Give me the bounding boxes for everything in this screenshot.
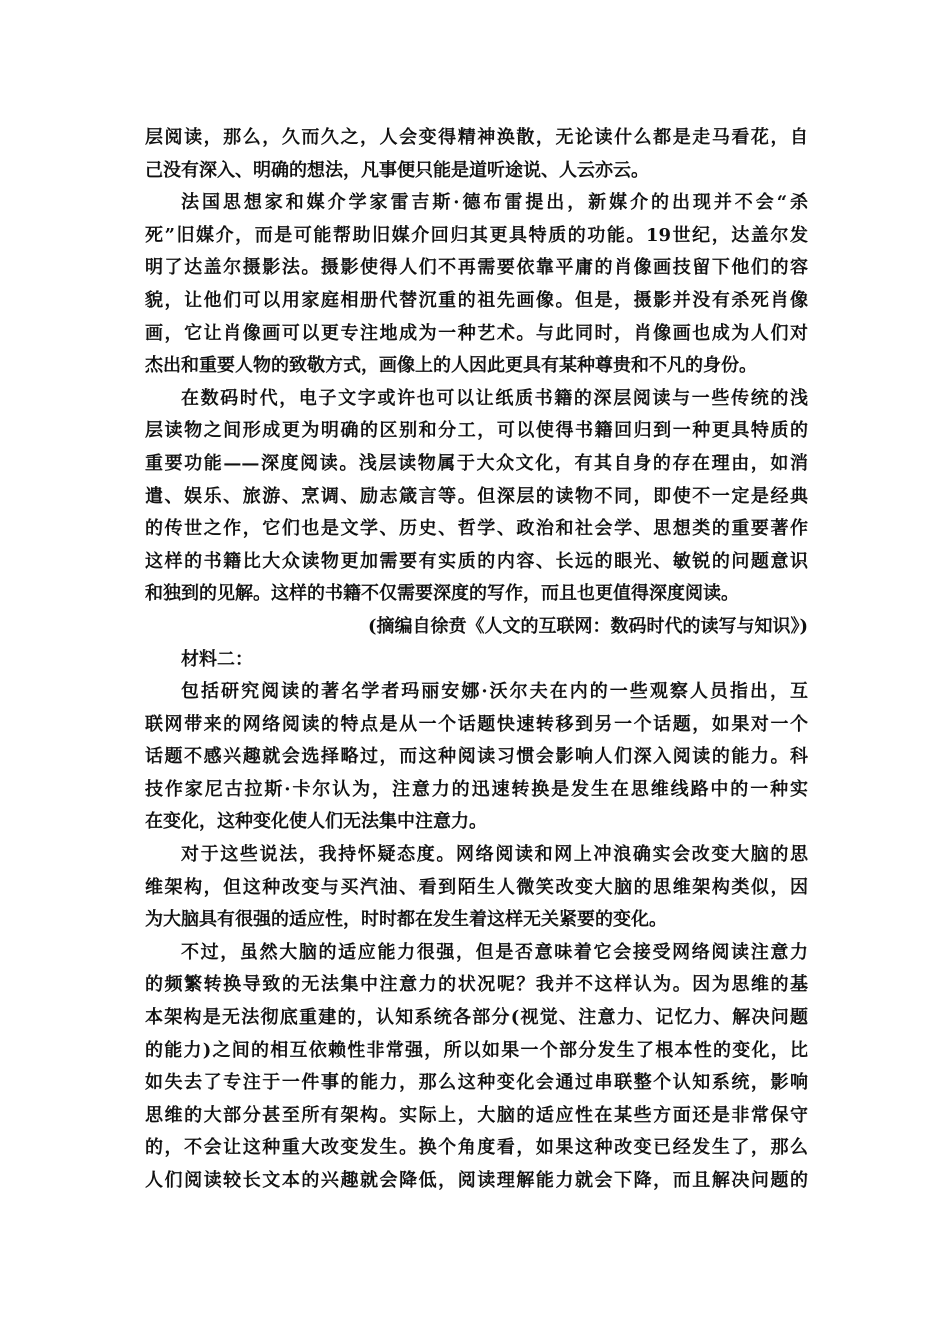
- paragraph-first-line: 法国思想家和媒介学家雷吉斯·德布雷提出，新媒介的出现并不会“杀: [181, 192, 808, 214]
- source-citation: (摘编自徐贲《人文的互联网：数码时代的读写与知识》): [367, 615, 808, 637]
- text-line: 的传世之作，它们也是文学、历史、哲学、政治和社会学、思想类的重要著作: [145, 518, 808, 540]
- text-line: 在变化，这种变化使人们无法集中注意力。: [145, 811, 487, 833]
- text-line: 死”旧媒介，而是可能帮助旧媒介回归其更具特质的功能。19世纪，达盖尔发: [145, 224, 808, 246]
- text-line: 维架构，但这种改变与买汽油、看到陌生人微笑改变大脑的思维架构类似，因: [145, 876, 808, 898]
- paragraph-first-line: 对于这些说法，我持怀疑态度。网络阅读和网上冲浪确实会改变大脑的思: [181, 844, 808, 866]
- text-line: 的，不会让这种重大改变发生。换个角度看，如果这种改变已经发生了，那么: [145, 1137, 808, 1159]
- text-line: 的频繁转换导致的无法集中注意力的状况呢？我并不这样认为。因为思维的基: [145, 974, 808, 996]
- text-line: 重要功能——深度阅读。浅层读物属于大众文化，有其自身的存在理由，如消: [145, 452, 808, 474]
- text-line: 层读物之间形成更为明确的区别和分工，可以使得书籍回归到一种更具特质的: [145, 420, 808, 442]
- text-line: 这样的书籍比大众读物更加需要有实质的内容、长远的眼光、敏锐的问题意识: [145, 550, 808, 572]
- paragraph-first-line: 不过，虽然大脑的适应能力很强，但是否意味着它会接受网络阅读注意力: [181, 941, 808, 963]
- text-line: 联网带来的网络阅读的特点是从一个话题快速转移到另一个话题，如果对一个: [145, 713, 808, 735]
- text-line: 如失去了专注于一件事的能力，那么这种变化会通过串联整个认知系统，影响: [145, 1072, 808, 1094]
- text-line: 遣、娱乐、旅游、烹调、励志箴言等。但深层的读物不同，即使不一定是经典: [145, 485, 808, 507]
- text-line: 本架构是无法彻底重建的，认知系统各部分(视觉、注意力、记忆力、解决问题: [145, 1007, 808, 1029]
- text-line: 和独到的见解。这样的书籍不仅需要深度的写作，而且也更值得深度阅读。: [145, 583, 739, 605]
- text-line: 话题不感兴趣就会选择略过，而这种阅读习惯会影响人们深入阅读的能力。科: [145, 746, 808, 768]
- text-line: 人们阅读较长文本的兴趣就会降低，阅读理解能力就会下降，而且解决问题的: [145, 1170, 808, 1191]
- document-page: [145, 122, 808, 1198]
- text-line: 为大脑具有很强的适应性，时时都在发生着这样无关紧要的变化。: [145, 909, 667, 931]
- text-line: 的能力)之间的相互依赖性非常强，所以如果一个部分发生了根本性的变化，比: [145, 1039, 808, 1061]
- text-line: 己没有深入、明确的想法，凡事便只能是道听途说、人云亦云。: [145, 159, 649, 181]
- text-line: 层阅读，那么，久而久之，人会变得精神涣散，无论读什么都是走马看花，自: [145, 127, 808, 148]
- text-line: 画，它让肖像画可以更专注地成为一种艺术。与此同时，肖像画也成为人们对: [145, 322, 808, 344]
- text-line: 思维的大部分甚至所有架构。实际上，大脑的适应性在某些方面还是非常保守: [145, 1104, 808, 1126]
- text-line: 杰出和重要人物的致敬方式，画像上的人因此更具有某种尊贵和不凡的身份。: [145, 355, 757, 377]
- text-line: 貌，让他们可以用家庭相册代替沉重的祖先画像。但是，摄影并没有杀死肖像: [145, 289, 808, 311]
- section-heading: 材料二：: [181, 648, 253, 670]
- text-line: 明了达盖尔摄影法。摄影使得人们不再需要依靠平庸的肖像画技留下他们的容: [145, 257, 808, 279]
- paragraph-first-line: 包括研究阅读的著名学者玛丽安娜·沃尔夫在内的一些观察人员指出，互: [181, 681, 808, 703]
- text-line: 技作家尼古拉斯·卡尔认为，注意力的迅速转换是发生在思维线路中的一种实: [145, 778, 808, 800]
- paragraph-first-line: 在数码时代，电子文字或许也可以让纸质书籍的深层阅读与一些传统的浅: [181, 387, 808, 409]
